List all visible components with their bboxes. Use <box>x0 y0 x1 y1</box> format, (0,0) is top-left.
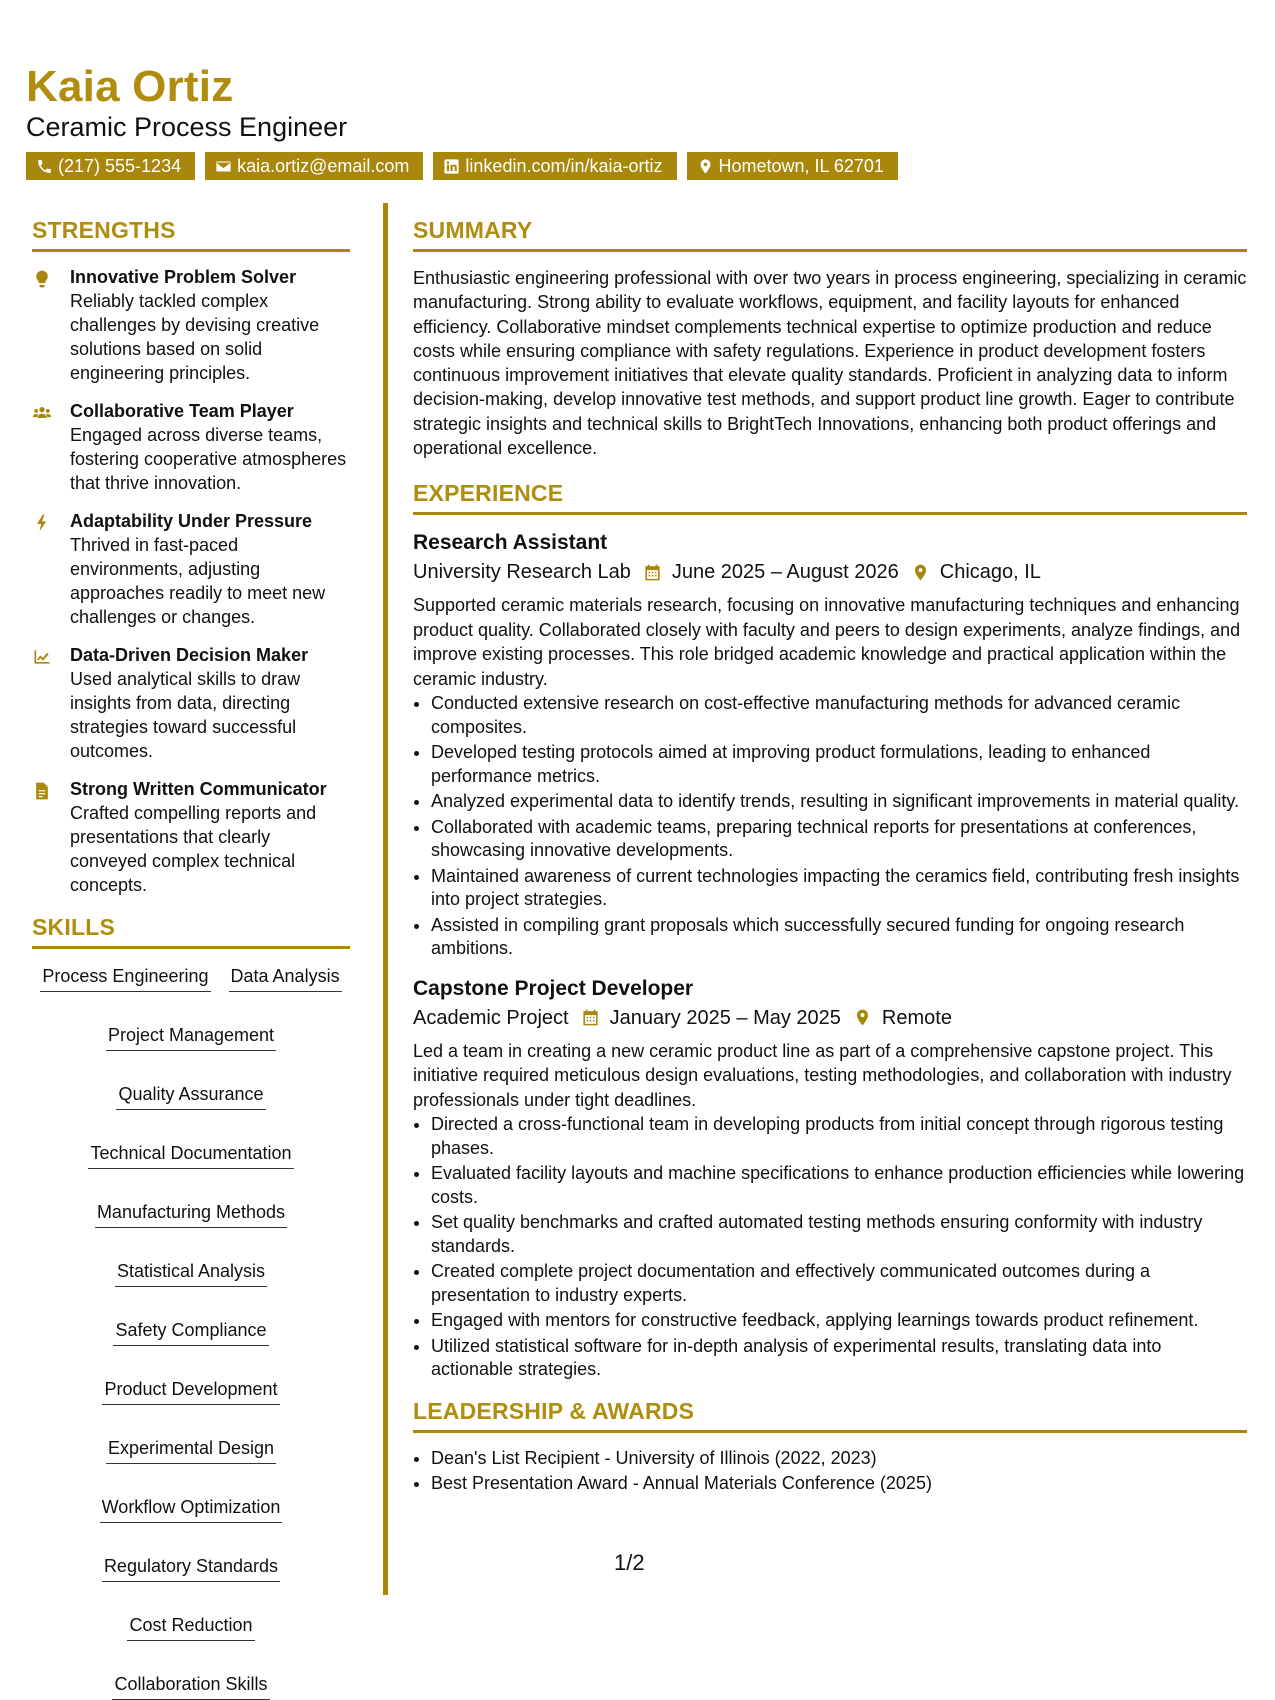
strengths-heading: STRENGTHS <box>32 215 350 252</box>
skill-tag: Process Engineering <box>40 963 210 992</box>
strength-title: Data-Driven Decision Maker <box>70 645 309 665</box>
candidate-role: Ceramic Process Engineer <box>26 112 348 142</box>
bullet-item: • Created complete project documentation and effectively communicated outcomes during a presentation to industry experts. <box>431 1260 1247 1307</box>
job-description: Supported ceramic materials research, focusing on innovative manufacturing techniques and enhancing product quality. Collaborated closely with faculty and peers to design experiments, analyze findings, and improve existing processes. This role bridged academic knowledge and practical application within the ceramic industry. <box>413 595 1241 689</box>
skill-tag: Safety Compliance <box>113 1317 268 1346</box>
bolt-icon <box>32 510 56 629</box>
job-meta <box>413 557 1247 587</box>
award-item: • Dean's List Recipient - University of Illinois (2022, 2023) <box>431 1447 1247 1471</box>
left-column <box>32 215 350 1700</box>
job-org: Academic Project <box>413 1006 569 1029</box>
bullet-item: • Set quality benchmarks and crafted automated testing methods ensuring conformity with industry standards. <box>431 1211 1247 1258</box>
bullet-item: • Developed testing protocols aimed at improving product formulations, leading to enhanced performance metrics. <box>431 741 1247 788</box>
contact-email[interactable] <box>205 152 423 180</box>
contact-phone-text: (217) 555-1234 <box>58 156 182 176</box>
skill-tag: Project Management <box>106 1022 276 1051</box>
candidate-name: Kaia Ortiz <box>26 62 234 111</box>
phone-icon <box>36 158 53 175</box>
job-location: Chicago, IL <box>939 561 1041 584</box>
users-icon <box>32 400 56 495</box>
contact-bar <box>26 152 898 180</box>
contact-location-text: Hometown, IL 62701 <box>718 156 884 176</box>
skills-heading: SKILLS <box>32 912 350 949</box>
bullet-item: • Maintained awareness of current technologies impacting the ceramics field, contributing fresh insights into project strategies. <box>431 865 1247 912</box>
job-title: Capstone Project Developer <box>413 976 694 1000</box>
right-column <box>413 215 1247 1498</box>
bullet-item: • Utilized statistical software for in-depth analysis of experimental results, translating data into actionable strategies. <box>431 1335 1247 1382</box>
skill-tag: Regulatory Standards <box>102 1553 280 1582</box>
strength-title: Innovative Problem Solver <box>70 267 297 287</box>
map-pin-icon <box>697 158 714 175</box>
strength-item <box>32 400 350 495</box>
awards-list <box>413 1447 1247 1496</box>
bullet-item: • Conducted extensive research on cost-effective manufacturing methods for advanced ceramic composites. <box>431 692 1247 739</box>
skill-tag: Statistical Analysis <box>115 1258 267 1287</box>
strength-desc: Used analytical skills to draw insights from data, directing strategies toward successful outcomes. <box>70 669 301 761</box>
envelope-icon <box>215 158 232 175</box>
skills-list <box>32 963 350 1700</box>
award-item: • Best Presentation Award - Annual Materials Conference (2025) <box>431 1472 1247 1496</box>
job-org: University Research Lab <box>413 561 631 584</box>
skill-tag: Cost Reduction <box>127 1612 254 1641</box>
strength-desc: Crafted compelling reports and presentations that clearly conveyed complex technical concepts. <box>70 803 317 895</box>
calendar-icon <box>569 1008 610 1027</box>
skill-tag: Quality Assurance <box>116 1081 265 1110</box>
job-dates: January 2025 – May 2025 <box>609 1006 841 1029</box>
contact-phone[interactable] <box>26 152 195 180</box>
skill-tag: Collaboration Skills <box>112 1671 269 1700</box>
skill-tag: Product Development <box>102 1376 279 1405</box>
page-number: 1/2 <box>614 1550 645 1575</box>
bullet-item: • Analyzed experimental data to identify trends, resulting in significant improvements in material quality. <box>431 790 1247 814</box>
job-entry <box>413 529 1247 961</box>
lightbulb-icon <box>32 266 56 385</box>
document-icon <box>32 778 56 897</box>
strength-desc: Thrived in fast-paced environments, adjusting approaches readily to meet new challenges or changes. <box>70 535 326 627</box>
bullet-item: • Collaborated with academic teams, preparing technical reports for presentations at conferences, showcasing innovative developments. <box>431 816 1247 863</box>
contact-email-text: kaia.ortiz@email.com <box>237 156 410 176</box>
job-location: Remote <box>881 1006 952 1029</box>
contact-location <box>687 152 898 180</box>
strength-desc: Reliably tackled complex challenges by devising creative solutions based on solid engineering principles. <box>70 291 320 383</box>
job-title: Research Assistant <box>413 531 608 555</box>
bullet-item: • Engaged with mentors for constructive feedback, applying learnings towards product refinement. <box>431 1309 1247 1333</box>
bullet-item: • Assisted in compiling grant proposals which successfully secured funding for ongoing research ambitions. <box>431 914 1247 961</box>
strength-item <box>32 266 350 385</box>
calendar-icon <box>631 563 672 582</box>
job-meta <box>413 1003 1247 1033</box>
skill-tag: Technical Documentation <box>88 1140 293 1169</box>
awards-heading: LEADERSHIP & AWARDS <box>413 1396 1247 1433</box>
strength-title: Adaptability Under Pressure <box>70 511 313 531</box>
strength-item <box>32 778 350 897</box>
strength-title: Collaborative Team Player <box>70 401 294 421</box>
bullet-item: • Directed a cross-functional team in developing products from initial concept through rigorous testing phases. <box>431 1113 1247 1160</box>
summary-heading: SUMMARY <box>413 215 1247 252</box>
contact-linkedin-text: linkedin.com/in/kaia-ortiz <box>465 156 663 176</box>
linkedin-icon <box>443 158 460 175</box>
job-dates: June 2025 – August 2026 <box>671 561 899 584</box>
skill-tag: Experimental Design <box>106 1435 276 1464</box>
bullet-item: • Evaluated facility layouts and machine specifications to enhance production efficiencies while lowering costs. <box>431 1162 1247 1209</box>
experience-heading: EXPERIENCE <box>413 478 1247 515</box>
contact-linkedin[interactable] <box>433 152 676 180</box>
skill-tag: Data Analysis <box>229 963 342 992</box>
strength-item <box>32 510 350 629</box>
job-bullets <box>413 692 1247 961</box>
map-pin-icon <box>899 563 940 582</box>
chart-line-icon <box>32 644 56 763</box>
strength-desc: Engaged across diverse teams, fostering cooperative atmospheres that thrive innovation. <box>70 425 347 493</box>
skill-tag: Workflow Optimization <box>100 1494 283 1523</box>
map-pin-icon <box>841 1008 882 1027</box>
strength-item <box>32 644 350 763</box>
job-entry <box>413 975 1247 1382</box>
job-description: Led a team in creating a new ceramic product line as part of a comprehensive capstone project. This initiative required meticulous design evaluations, testing methodologies, and collaboration with industry professionals under tight deadlines. <box>413 1040 1232 1110</box>
summary-text: Enthusiastic engineering professional with over two years in process engineering, specializing in ceramic manufacturing. Strong ability to evaluate workflows, equipment, and facility layouts for enhanced efficiency. Collaborative mindset complements technical expertise to optimize production and reduce costs while ensuring compliance with safety regulations. Experience in product development fosters continuous improvement initiatives that elevate quality standards. Proficient in analyzing data to inform decision-making, develop innovative test methods, and support product line growth. Eager to contribute strategic insights and technical skills to BrightTech Innovations, enhancing both product offerings and operational excellence. <box>413 268 1247 459</box>
column-divider <box>383 203 388 1595</box>
skill-tag: Manufacturing Methods <box>95 1199 287 1228</box>
job-bullets <box>413 1113 1247 1382</box>
strength-title: Strong Written Communicator <box>70 779 327 799</box>
